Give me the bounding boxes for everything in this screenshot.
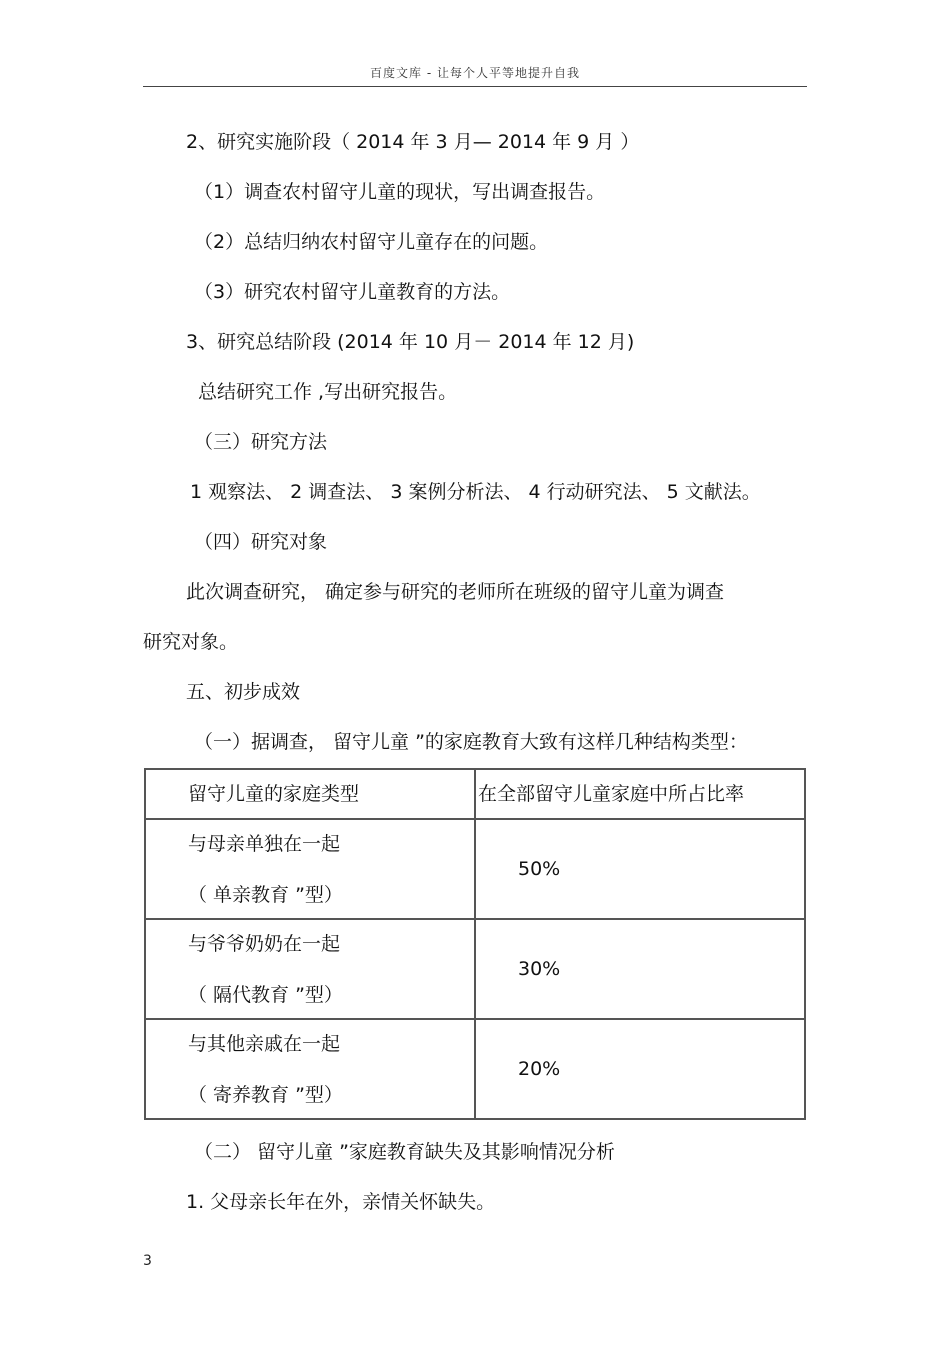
ratio-cell: 50% bbox=[476, 820, 806, 920]
page-header: 百度文库 - 让每个人平等地提升自我 bbox=[370, 66, 580, 80]
family-type-cell bbox=[146, 820, 476, 920]
family-type-label: （ 寄养教育 ”型） bbox=[188, 1083, 343, 1106]
analysis-item-1: 1. 父母亲长年在外，亲情关怀缺失。 bbox=[186, 1191, 496, 1213]
subjects-paragraph-line-2: 研究对象。 bbox=[143, 631, 239, 653]
stage-3-item: 总结研究工作 ,写出研究报告。 bbox=[198, 381, 458, 403]
stage-3-heading: 3、研究总结阶段 (2014 年 10 月－ 2014 年 12 月) bbox=[186, 331, 635, 353]
page-number: 3 bbox=[143, 1253, 152, 1269]
table-header-type: 留守儿童的家庭类型 bbox=[146, 770, 476, 820]
section-5-heading: 五、初步成效 bbox=[186, 681, 301, 703]
stage-2-item-3: （3）研究农村留守儿童教育的方法。 bbox=[194, 281, 511, 303]
subjects-heading: （四）研究对象 bbox=[194, 531, 328, 553]
methods-list: 1 观察法、 2 调查法、 3 案例分析法、 4 行动研究法、 5 文献法。 bbox=[190, 481, 761, 503]
stage-2-heading: 2、研究实施阶段（ 2014 年 3 月— 2014 年 9 月 ） bbox=[186, 131, 640, 153]
subjects-paragraph-line-1: 此次调查研究， 确定参与研究的老师所在班级的留守儿童为调查 bbox=[186, 581, 725, 603]
table-header-row bbox=[146, 770, 806, 820]
stage-2-item-1: （1）调查农村留守儿童的现状，写出调查报告。 bbox=[194, 181, 606, 203]
header-rule bbox=[143, 86, 807, 87]
ratio-cell: 30% bbox=[476, 920, 806, 1020]
family-type-name: 与母亲单独在一起 bbox=[188, 832, 341, 855]
table-row bbox=[146, 820, 806, 920]
ratio-cell: 20% bbox=[476, 1020, 806, 1120]
family-type-label: （ 单亲教育 ”型） bbox=[188, 883, 343, 906]
family-type-label: （ 隔代教育 ”型） bbox=[188, 983, 343, 1006]
analysis-heading: （二） 留守儿童 ”家庭教育缺失及其影响情况分析 bbox=[194, 1141, 615, 1163]
table-header-ratio: 在全部留守儿童家庭中所占比率 bbox=[476, 770, 806, 820]
stage-2-item-2: （2）总结归纳农村留守儿童存在的问题。 bbox=[194, 231, 549, 253]
table-row bbox=[146, 1020, 806, 1120]
family-type-name: 与其他亲戚在一起 bbox=[188, 1032, 341, 1055]
family-type-name: 与爷爷奶奶在一起 bbox=[188, 932, 341, 955]
family-type-cell bbox=[146, 920, 476, 1020]
family-type-table bbox=[144, 768, 806, 1120]
survey-intro: （一）据调查， 留守儿童 ”的家庭教育大致有这样几种结构类型： bbox=[194, 731, 748, 753]
methods-heading: （三）研究方法 bbox=[194, 431, 328, 453]
table-row bbox=[146, 920, 806, 1020]
family-type-cell bbox=[146, 1020, 476, 1120]
